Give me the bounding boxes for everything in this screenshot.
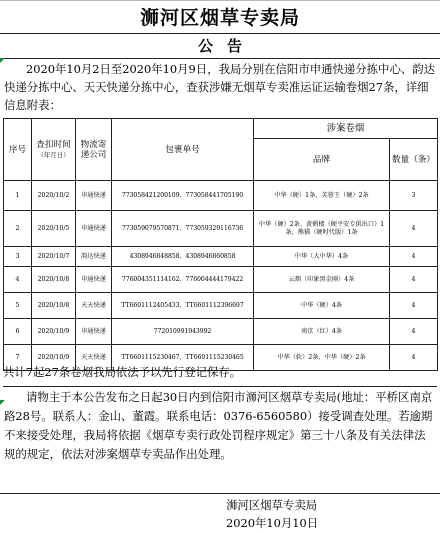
row-brand: 中华（硬）2条、黄鹤楼（硬平安专供出口）1条、熊猫（硬时代版）1条 [254, 211, 390, 247]
divider [0, 58, 440, 59]
row-brand: 中华（硬）4条 [254, 293, 390, 319]
intro-paragraph: 2020年10月2日至2020年10月9日，我局分别在信阳市申通快递分拣中心、韵达快递分拣中心、天天快递分拣中心，查获涉嫌无烟草专卖准运证运输卷烟27条，详细信息附表： [4, 62, 436, 112]
row-brand: 南京（红）4条 [254, 319, 390, 345]
row-carrier: 天天快递 [76, 345, 112, 371]
row-date: 2020/10/7 [32, 247, 76, 267]
header-brand: 品牌 [254, 139, 390, 181]
table-row [4, 267, 438, 293]
row-brand: 中华（硬）1条、芙蓉王（硬）2条 [254, 181, 390, 211]
row-brand: 中华（大中华）4条 [254, 247, 390, 267]
row-seq: 6 [4, 319, 32, 345]
row-seq: 3 [4, 247, 32, 267]
row-date: 2020/10/2 [32, 181, 76, 211]
row-date: 2020/10/8 [32, 293, 76, 319]
table-row [4, 247, 438, 267]
row-package: 773059079570871、773059329116736 [112, 211, 254, 247]
row-date: 2020/10/8 [32, 267, 76, 293]
seizure-table [3, 118, 438, 371]
row-brand: 云烟（印象黑金刚）4条 [254, 267, 390, 293]
divider [0, 493, 440, 494]
table-row [4, 181, 438, 211]
total-summary: 共计7起27条卷烟我局依法予以先行登记保存。 [3, 365, 242, 379]
notice-paragraph: 请物主于本公告发布之日起30日内到信阳市浉河区烟草专卖局(地址：平桥区南京路28号。联系人：金山、董霞。联系电话：0376-6560580）接受调查处理。若逾期不来接受处理，我局将依据《烟草专卖行政处罚程序规定》第三十八条及有关法律法规的规定，依法对涉案烟草专卖品作出处理。 [4, 390, 433, 461]
table-row [4, 293, 438, 319]
row-carrier: 天天快递 [76, 293, 112, 319]
table-row [4, 211, 438, 247]
divider [3, 386, 437, 387]
row-package: 773058421200109、773058441705190 [112, 181, 254, 211]
row-qty: 4 [390, 293, 438, 319]
top-border [0, 0, 440, 1]
row-qty: 4 [390, 247, 438, 267]
row-carrier: 韵达快递 [76, 247, 112, 267]
row-date: 2020/10/9 [32, 345, 76, 371]
header-date: 查扣时间 （年月日） [32, 119, 76, 181]
row-package: 772010991943992 [112, 319, 254, 345]
row-carrier: 申通快递 [76, 211, 112, 247]
divider [0, 33, 440, 34]
row-package: 776004351114162、776004444179422 [112, 267, 254, 293]
row-package: TT6601112405433、TT6601112396697 [112, 293, 254, 319]
document-title: 浉河区烟草专卖局 [139, 7, 300, 29]
row-date: 2020/10/5 [32, 211, 76, 247]
row-seq: 2 [4, 211, 32, 247]
row-qty: 4 [390, 267, 438, 293]
row-qty: 3 [390, 181, 438, 211]
row-seq: 5 [4, 293, 32, 319]
row-seq: 7 [4, 345, 32, 371]
header-seq: 序号 [4, 119, 32, 181]
row-qty: 4 [390, 319, 438, 345]
row-brand: 中华（软）2条、中华（硬）2条 [254, 345, 390, 371]
row-package: TT6601115230467、TT6601115230465 [112, 345, 254, 371]
signature-date: 2020年10月10日 [226, 516, 319, 530]
row-date: 2020/10/9 [32, 319, 76, 345]
header-cigarette-group: 涉案卷烟 [254, 119, 438, 139]
header-qty: 数量（条） [390, 139, 438, 181]
row-package: 4308946848858、4308946860858 [112, 247, 254, 267]
row-seq: 1 [4, 181, 32, 211]
row-carrier: 申通快递 [76, 319, 112, 345]
row-carrier: 申通快递 [76, 181, 112, 211]
document-subtitle: 公告 [197, 37, 256, 55]
table-row [4, 319, 438, 345]
row-qty: 4 [390, 211, 438, 247]
signature-org: 浉河区烟草专卖局 [226, 498, 318, 512]
row-carrier: 申通快递 [76, 267, 112, 293]
row-seq: 4 [4, 267, 32, 293]
header-carrier: 物流寄递公司 [76, 119, 112, 181]
row-qty: 4 [390, 345, 438, 371]
header-package: 包裹单号 [112, 119, 254, 181]
